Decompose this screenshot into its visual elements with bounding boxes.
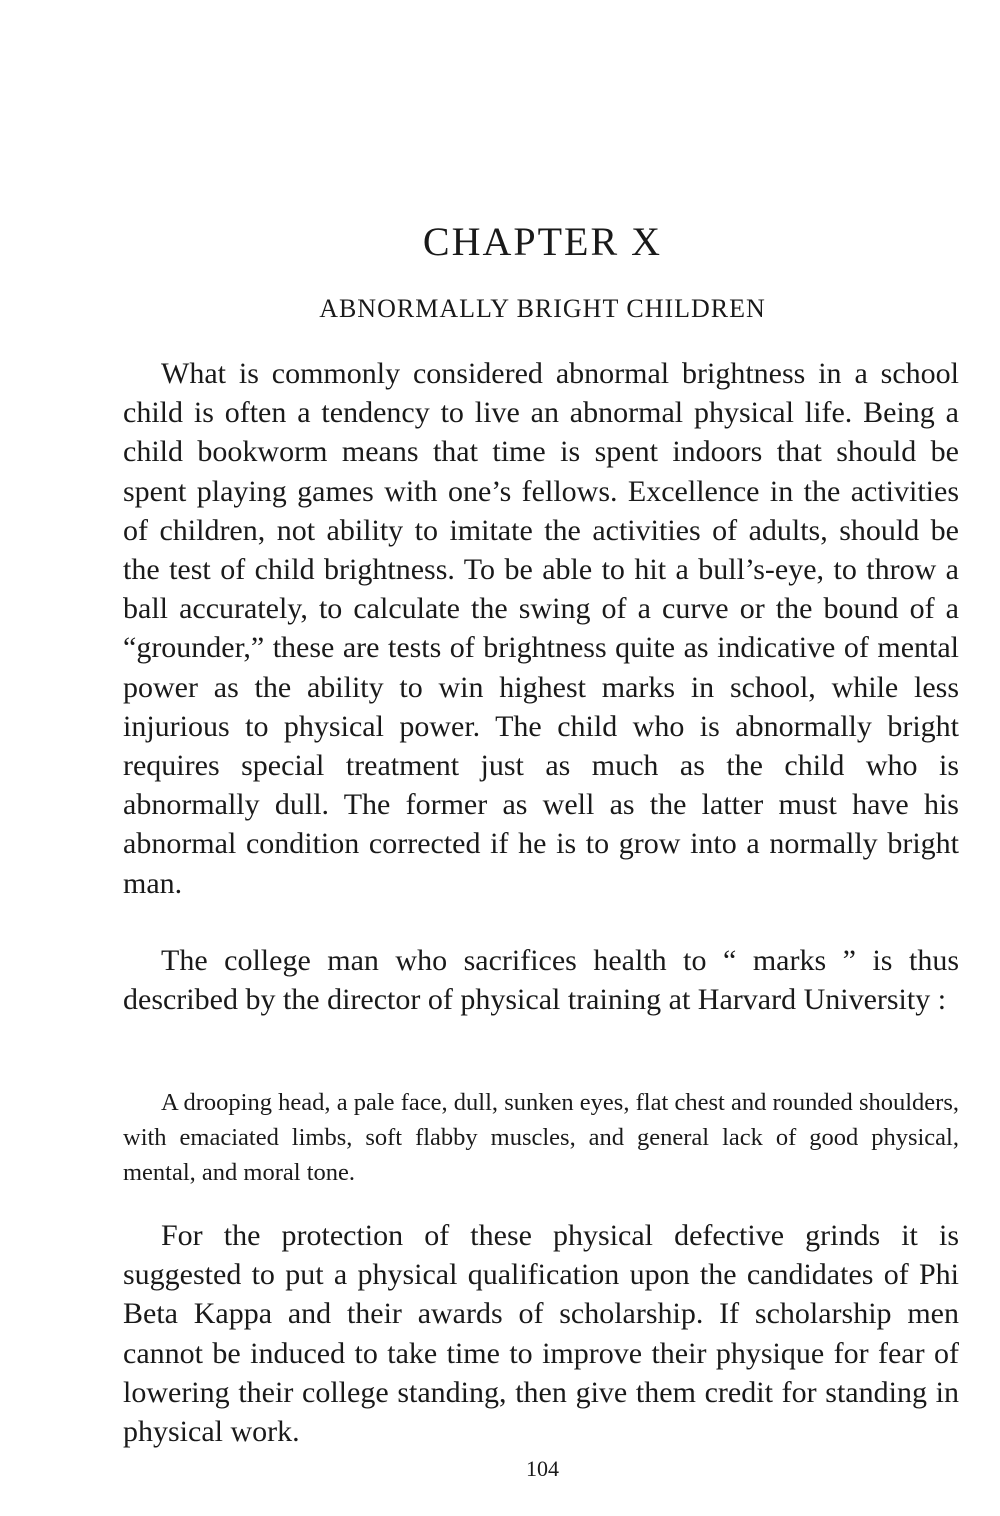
block-quote: A drooping head, a pale face, dull, sunken eyes, flat chest and rounded shoulders, with emaciated limbs, soft flabby muscles, and general lack of good physical, mental, and moral tone. (123, 1089, 959, 1186)
chapter-title: CHAPTER X (422, 219, 663, 264)
chapter-subtitle: ABNORMALLY BRIGHT CHILDREN (319, 294, 766, 323)
body-paragraph: The college man who sacrifices health to “ marks ” is thus described by the director of physical training at Harvard University : (123, 944, 959, 1017)
body-paragraph: For the protection of these physical defective grinds it is suggested to put a physical qualification upon the candidates of Phi Beta Kappa and their awards of scholarship. If scholarship men cannot be induced to take time to improve their physique for fear of lowering their college standing, then give them credit for standing in physical work. (123, 1219, 959, 1449)
body-paragraph: What is commonly considered abnormal brightness in a school child is often a tendency to live an abnormal physical life. Being a child bookworm means that time is spent indoors that should be spent playing games with one’s fellows. Excellence in the activities of children, not ability to imitate the activities of adults, should be the test of child brightness. To be able to hit a bull’s-eye, to throw a ball accurately, to calculate the swing of a curve or the bound of a “grounder,” these are tests of brightness quite as indicative of mental power as the ability to win highest marks in school, while less injurious to physical power. The child who is abnormally bright requires special treatment just as much as the child who is abnormally dull. The former as well as the latter must have his abnormal condition corrected if he is to grow into a normally bright man. (123, 357, 959, 900)
page-number: 104 (526, 1456, 559, 1481)
